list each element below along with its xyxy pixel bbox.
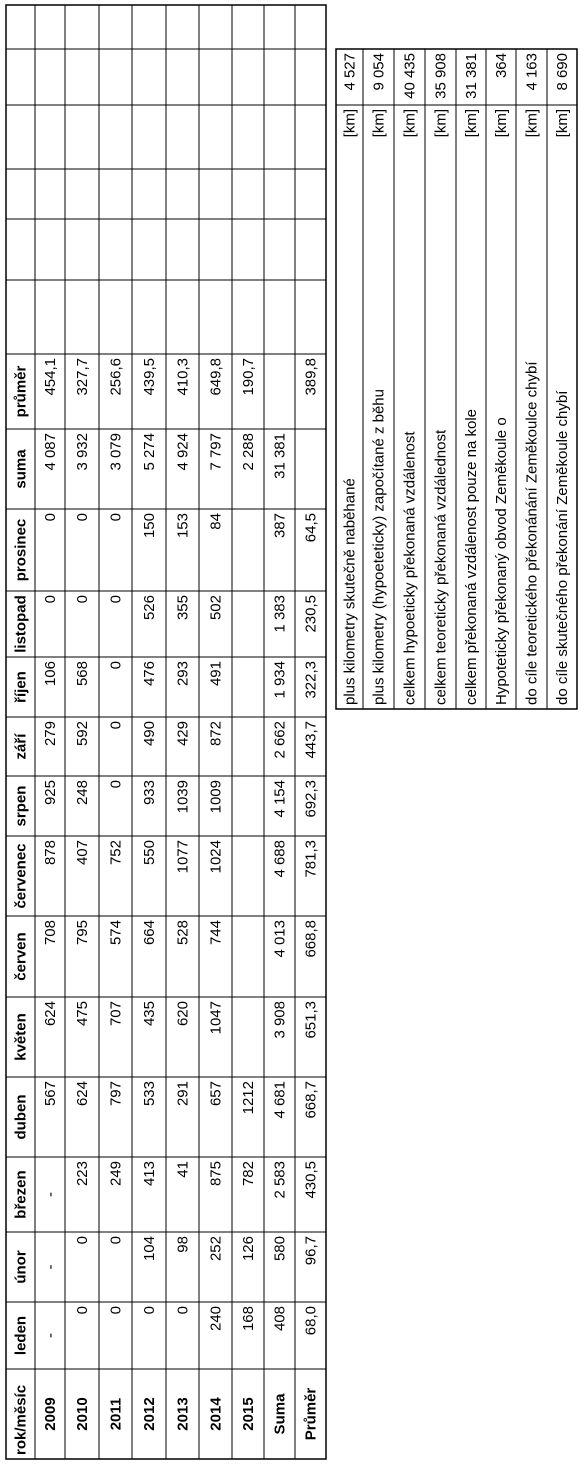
summary-value: 31 381 [463,53,480,99]
column-header: září [12,733,30,760]
table-cell: 692,3 [302,780,320,818]
table-cell: 1024 [207,840,225,874]
summary-table [336,49,577,709]
table-cell: 651,3 [302,1001,320,1039]
table-cell: 624 [42,1001,59,1027]
column-header: červen [12,932,30,981]
summary-unit: [km] [432,109,450,138]
table-cell: 454,1 [42,358,59,396]
table-cell: 708 [42,920,59,946]
table-cell: 252 [207,1236,225,1262]
summary-label: Hypoteticky překonaný obvod Zeměkoule o [493,417,510,705]
table-cell: 797 [107,1081,125,1107]
column-header: leden [12,1315,30,1356]
summary-value: 4 527 [341,53,359,91]
table-cell: 106 [42,661,59,687]
table-cell: 707 [107,1001,125,1027]
table-cell: 249 [107,1161,125,1187]
table-cell: 528 [174,920,192,946]
table-cell: 190,7 [240,358,257,396]
table-cell: 4 087 [42,433,59,471]
table-cell: 322,3 [302,661,320,699]
table-cell: 389,8 [302,358,320,396]
table-cell: 526 [141,595,158,621]
table-cell: 878 [42,840,59,866]
table-cell: 0 [107,661,125,670]
table-cell: 4 924 [174,433,192,471]
table-cell: 240 [207,1306,225,1332]
table-cell: - [42,1192,59,1197]
table-cell: 4 688 [271,840,289,878]
table-cell: 248 [74,780,91,806]
table-cell: 4 154 [271,780,289,818]
table-cell: 4 013 [271,920,289,958]
summary-unit: [km] [523,109,541,138]
table-cell: 0 [107,513,125,522]
row-label: Průměr [302,1387,320,1441]
table-cell: 533 [141,1081,158,1107]
column-header: listopad [12,595,30,653]
table-cell: 925 [42,780,59,806]
table-cell: 230,5 [302,595,320,633]
summary-label: celkem překonaná vzdálenost pouze na kole [463,408,480,705]
table-cell: 2 583 [271,1161,289,1199]
table-cell: 490 [141,721,158,747]
column-header: říjen [12,671,30,703]
table-cell: 664 [141,920,158,946]
summary-unit: [km] [341,109,359,138]
table-cell: 620 [174,1001,192,1027]
column-header: prosinec [12,518,30,582]
table-cell: 7 797 [207,433,225,471]
table-cell: 150 [141,513,158,539]
table-cell: 872 [207,721,225,747]
table-cell: 3 908 [271,1001,289,1039]
table-cell: 1212 [240,1081,257,1115]
column-header: květen [12,1013,30,1061]
column-header: únor [12,1250,30,1284]
summary-unit: [km] [401,109,419,138]
table-cell: 1 383 [271,595,289,633]
table-cell: 98 [174,1236,192,1253]
table-cell: 502 [207,595,225,621]
table-cell: 291 [174,1081,192,1107]
table-cell: 0 [74,513,91,522]
table-cell: 429 [174,721,192,747]
table-cell: 327,7 [74,358,91,396]
table-cell: - [42,1333,59,1338]
row-label: 2014 [207,1397,225,1431]
table-cell: 668,7 [302,1081,320,1119]
table-cell: 3 932 [74,433,91,471]
table-cell: 256,6 [107,358,125,396]
table-cell: 0 [107,721,125,730]
table-cell: 0 [174,1306,192,1315]
table-cell: 668,8 [302,920,320,958]
table-cell: 104 [141,1236,158,1262]
row-label: 2012 [141,1397,158,1431]
table-cell: 84 [207,513,225,530]
table-cell: 355 [174,595,192,621]
table-cell: 413 [141,1161,158,1187]
table-cell: 649,8 [207,358,225,396]
table-cell: 875 [207,1161,225,1187]
summary-value: 364 [493,53,510,79]
table-cell: 744 [207,920,225,946]
summary-unit: [km] [463,109,480,138]
table-cell: 31 381 [271,433,289,479]
table-cell: 153 [174,513,192,539]
table-cell: 293 [174,661,192,687]
summary-label: do cíle teoretického překonánání Zeměkoulce chybí [523,361,541,705]
table-cell: 410,3 [174,358,192,396]
row-label: 2015 [240,1397,257,1431]
table-cell: 223 [74,1161,91,1187]
summary-label: celkem teoreticky překonaná vzdálednost [432,429,450,705]
summary-value: 9 054 [370,53,388,91]
summary-value: 8 690 [554,53,571,91]
summary-unit: [km] [493,109,510,138]
summary-unit: [km] [554,109,571,138]
table-cell: 0 [42,595,59,604]
table-cell: 279 [42,721,59,747]
header-corner: rok/měsíc [12,1384,30,1455]
column-header: červenec [12,843,30,909]
table-cell: 2 288 [240,433,257,471]
table-cell: 0 [42,513,59,522]
table-cell: 491 [207,661,225,687]
summary-value: 4 163 [523,53,541,91]
table-cell: 592 [74,721,91,747]
summary-value: 40 435 [401,53,419,99]
row-label: Suma [271,1393,289,1435]
monthly-distance-table [6,5,326,1459]
table-cell: 439,5 [141,358,158,396]
summary-label: celkem hypoeticky překonaná vzdálenost [401,431,419,705]
column-header: suma [12,449,30,489]
table-cell: 1039 [174,780,192,814]
table-cell: - [42,1264,59,1270]
table-cell: 0 [107,780,125,789]
table-cell: 1047 [207,1001,225,1035]
row-label: 2009 [42,1397,59,1431]
table-cell: 0 [107,595,125,604]
table-cell: 96,7 [302,1236,320,1266]
table-cell: 408 [271,1306,289,1332]
table-cell: 0 [74,595,91,604]
table-cell: 624 [74,1081,91,1107]
table-cell: 1009 [207,780,225,814]
column-header: srpen [12,785,30,827]
table-cell: 4 681 [271,1081,289,1119]
row-label: 2010 [74,1397,91,1431]
table-cell: 781,3 [302,840,320,878]
row-label: 2013 [174,1397,192,1431]
table-cell: 0 [141,1306,158,1315]
table-cell: 5 274 [141,433,158,471]
table-cell: 407 [74,840,91,866]
table-cell: 574 [107,920,125,946]
table-cell: 0 [107,1236,125,1245]
table-cell: 3 079 [107,433,125,471]
table-cell: 387 [271,513,289,539]
table-cell: 476 [141,661,158,687]
column-header: průměr [12,365,30,418]
table-cell: 2 662 [271,721,289,759]
table-cell: 0 [107,1306,125,1315]
table-cell: 752 [107,840,125,866]
table-cell: 1077 [174,840,192,874]
column-header: duben [12,1094,30,1140]
table-cell: 168 [240,1306,257,1332]
table-cell: 580 [271,1236,289,1262]
table-cell: 795 [74,920,91,946]
summary-value: 35 908 [432,53,450,99]
table-cell: 435 [141,1001,158,1027]
column-header: březen [12,1170,30,1219]
table-cell: 475 [74,1001,91,1027]
table-cell: 443,7 [302,721,320,759]
table-cell: 0 [74,1236,91,1245]
row-label: 2011 [107,1397,125,1431]
summary-unit: [km] [370,109,388,138]
table-cell: 0 [74,1306,91,1315]
table-cell: 68,0 [302,1306,320,1336]
table-cell: 550 [141,840,158,866]
table-cell: 430,5 [302,1161,320,1199]
table-cell: 126 [240,1236,257,1262]
summary-label: plus kilometry skutečně naběhané [341,478,359,705]
table-cell: 933 [141,780,158,806]
table-cell: 568 [74,661,91,687]
table-cell: 567 [42,1081,59,1107]
table-cell: 1 934 [271,661,289,699]
table-cell: 41 [174,1161,192,1178]
summary-label: plus kilometry (hypoeteticky) započítané z běhu [370,389,388,705]
table-cell: 64,5 [302,513,320,543]
table-cell: 782 [240,1161,257,1187]
table-cell: 657 [207,1081,225,1107]
summary-label: do cíle skutečného překonání Zeměkoule chybí [554,390,571,705]
